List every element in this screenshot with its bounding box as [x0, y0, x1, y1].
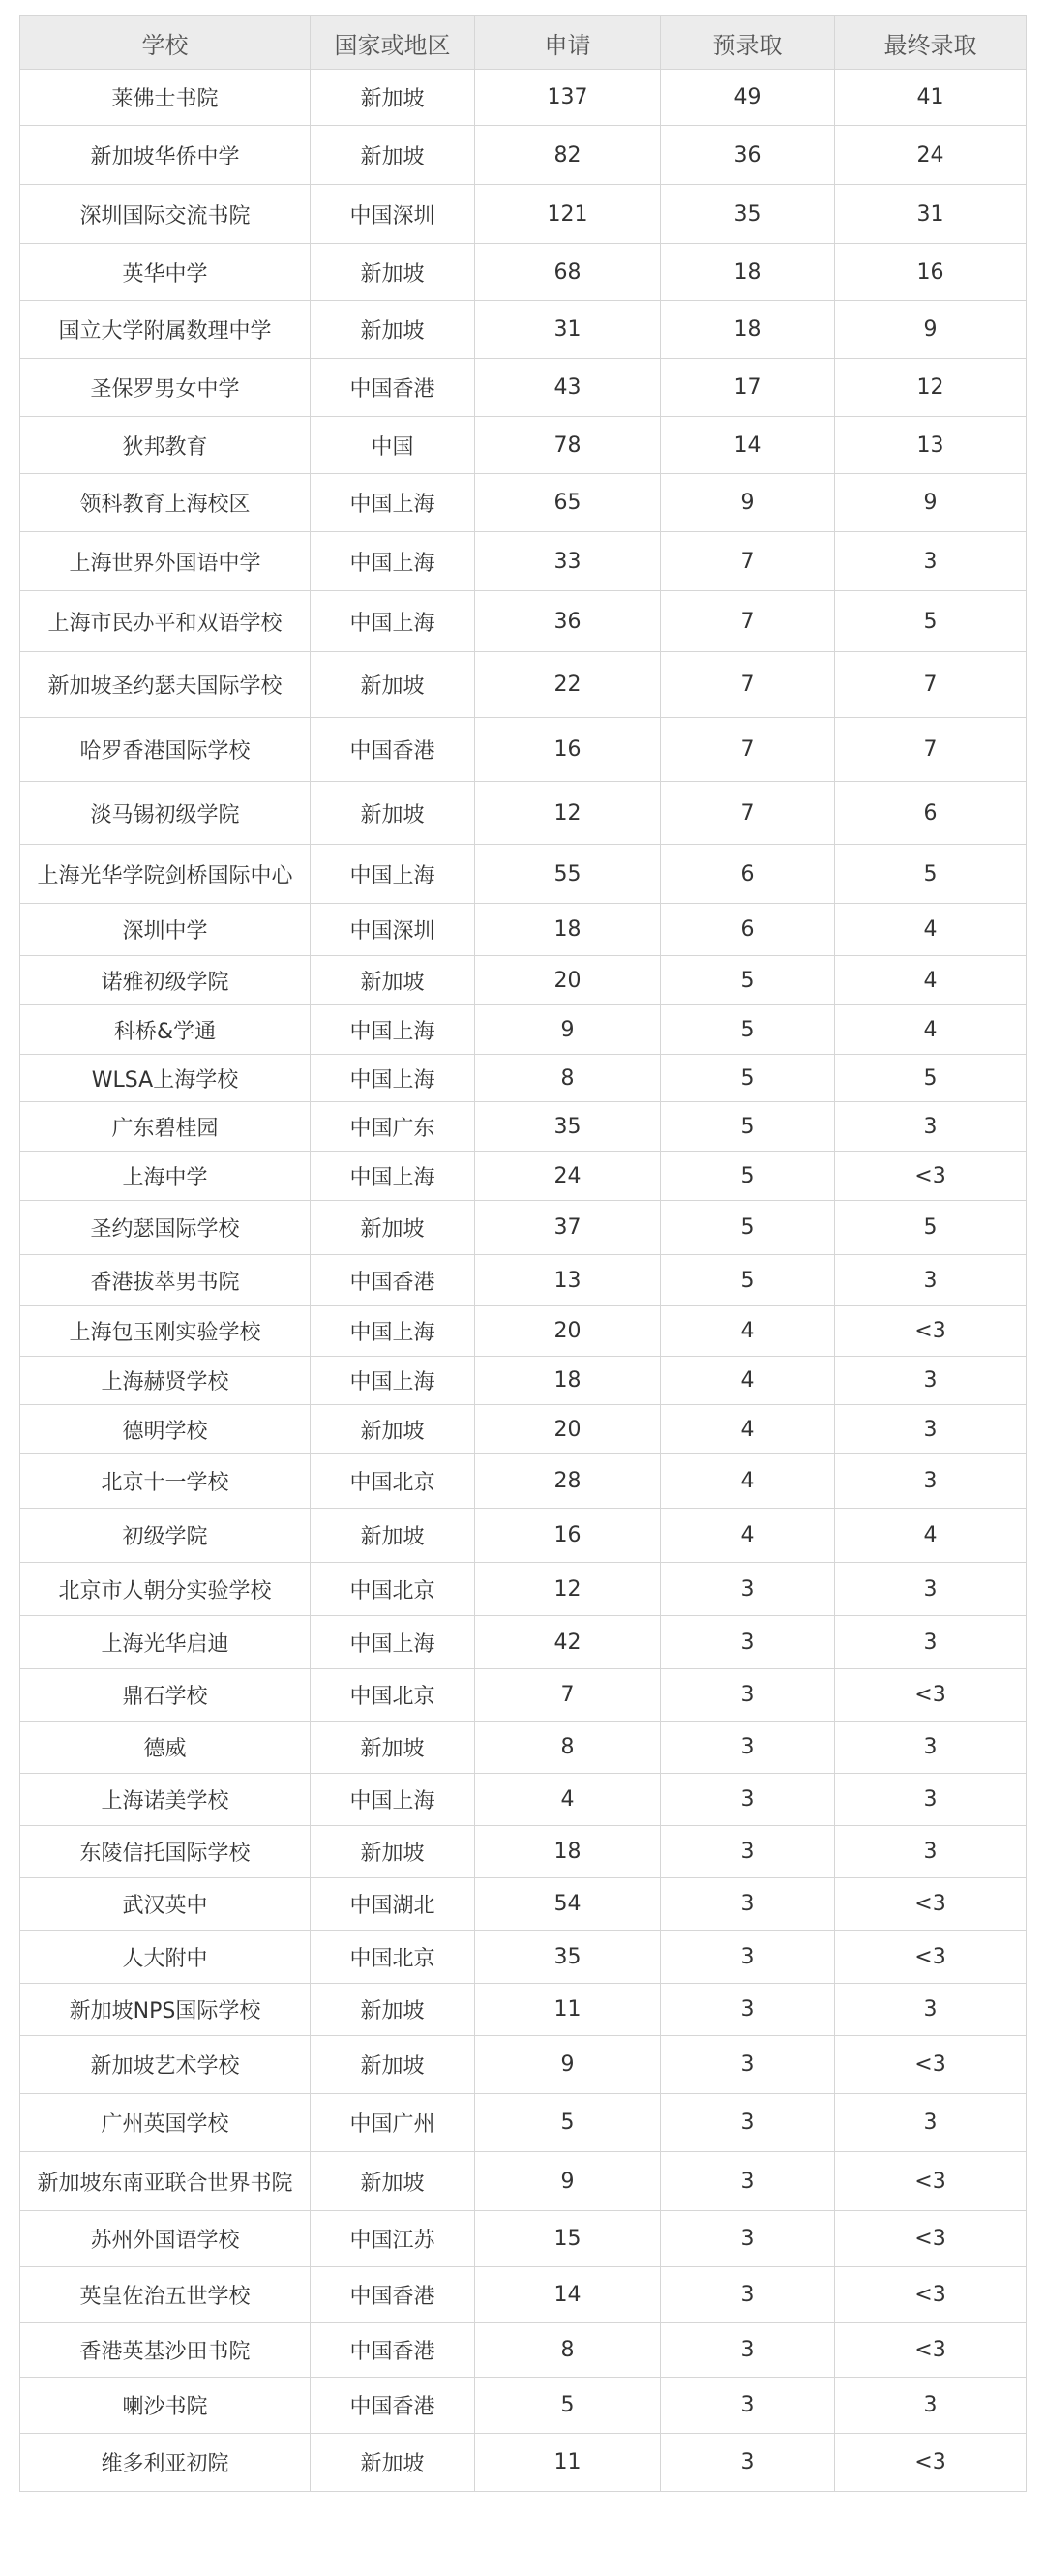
cell-final-admitted: 13 [835, 417, 1027, 474]
cell-pre-admitted: 3 [661, 1563, 835, 1616]
cell-pre-admitted: 3 [661, 1826, 835, 1878]
cell-school: 哈罗香港国际学校 [20, 718, 311, 782]
cell-school: 新加坡圣约瑟夫国际学校 [20, 652, 311, 718]
cell-applied: 12 [475, 782, 661, 845]
cell-final-admitted: 3 [835, 1984, 1027, 2036]
cell-region: 新加坡 [311, 70, 475, 126]
cell-pre-admitted: 4 [661, 1454, 835, 1509]
table-row [20, 301, 1027, 359]
cell-pre-admitted: 3 [661, 2378, 835, 2434]
cell-applied: 14 [475, 2267, 661, 2323]
cell-region: 中国香港 [311, 718, 475, 782]
cell-applied: 20 [475, 1306, 661, 1357]
cell-region: 中国江苏 [311, 2211, 475, 2267]
cell-applied: 13 [475, 1255, 661, 1306]
cell-region: 中国 [311, 417, 475, 474]
cell-school: 圣保罗男女中学 [20, 359, 311, 417]
cell-applied: 18 [475, 1826, 661, 1878]
cell-applied: 54 [475, 1878, 661, 1931]
cell-pre-admitted: 5 [661, 1005, 835, 1055]
cell-applied: 4 [475, 1774, 661, 1826]
cell-region: 新加坡 [311, 2152, 475, 2211]
cell-applied: 36 [475, 591, 661, 652]
cell-applied: 20 [475, 1405, 661, 1454]
cell-region: 中国上海 [311, 1306, 475, 1357]
cell-region: 新加坡 [311, 652, 475, 718]
table-row [20, 1616, 1027, 1669]
cell-applied: 9 [475, 2152, 661, 2211]
cell-pre-admitted: 3 [661, 1931, 835, 1984]
cell-region: 中国广东 [311, 1102, 475, 1152]
cell-pre-admitted: 3 [661, 2267, 835, 2323]
cell-final-admitted: 3 [835, 1774, 1027, 1826]
cell-applied: 12 [475, 1563, 661, 1616]
cell-region: 中国上海 [311, 845, 475, 904]
cell-applied: 7 [475, 1669, 661, 1722]
cell-school: 上海光华学院剑桥国际中心 [20, 845, 311, 904]
cell-final-admitted: <3 [835, 2434, 1027, 2492]
cell-region: 中国上海 [311, 1005, 475, 1055]
table-row [20, 1405, 1027, 1454]
cell-final-admitted: 7 [835, 652, 1027, 718]
cell-pre-admitted: 3 [661, 2094, 835, 2152]
cell-applied: 8 [475, 1055, 661, 1102]
table-row [20, 1255, 1027, 1306]
cell-applied: 28 [475, 1454, 661, 1509]
cell-school: 上海中学 [20, 1152, 311, 1201]
cell-applied: 15 [475, 2211, 661, 2267]
cell-region: 中国北京 [311, 1669, 475, 1722]
header-school: 学校 [20, 16, 311, 70]
cell-school: 淡马锡初级学院 [20, 782, 311, 845]
cell-region: 中国北京 [311, 1563, 475, 1616]
table-row [20, 1826, 1027, 1878]
cell-final-admitted: 3 [835, 1722, 1027, 1774]
cell-region: 中国湖北 [311, 1878, 475, 1931]
cell-school: 英皇佐治五世学校 [20, 2267, 311, 2323]
cell-school: 科桥&学通 [20, 1005, 311, 1055]
cell-final-admitted: 7 [835, 718, 1027, 782]
cell-school: 上海赫贤学校 [20, 1357, 311, 1405]
cell-final-admitted: <3 [835, 2267, 1027, 2323]
cell-school: 国立大学附属数理中学 [20, 301, 311, 359]
cell-final-admitted: 12 [835, 359, 1027, 417]
cell-region: 新加坡 [311, 1405, 475, 1454]
table-row [20, 185, 1027, 244]
table-row [20, 652, 1027, 718]
cell-region: 中国香港 [311, 2378, 475, 2434]
cell-final-admitted: 41 [835, 70, 1027, 126]
cell-final-admitted: 5 [835, 591, 1027, 652]
cell-final-admitted: 9 [835, 474, 1027, 532]
cell-applied: 16 [475, 1509, 661, 1563]
cell-school: 香港英基沙田书院 [20, 2323, 311, 2378]
table-row [20, 1563, 1027, 1616]
cell-applied: 137 [475, 70, 661, 126]
header-region: 国家或地区 [311, 16, 475, 70]
cell-applied: 11 [475, 1984, 661, 2036]
cell-school: 深圳国际交流书院 [20, 185, 311, 244]
cell-school: 北京十一学校 [20, 1454, 311, 1509]
cell-school: 德威 [20, 1722, 311, 1774]
cell-pre-admitted: 9 [661, 474, 835, 532]
cell-applied: 18 [475, 1357, 661, 1405]
cell-final-admitted: 16 [835, 244, 1027, 301]
header-final-admitted: 最终录取 [835, 16, 1027, 70]
table-row [20, 417, 1027, 474]
cell-final-admitted: <3 [835, 1669, 1027, 1722]
cell-school: 北京市人朝分实验学校 [20, 1563, 311, 1616]
cell-region: 新加坡 [311, 1201, 475, 1255]
cell-final-admitted: 4 [835, 1005, 1027, 1055]
cell-school: 诺雅初级学院 [20, 956, 311, 1005]
cell-school: 新加坡华侨中学 [20, 126, 311, 185]
cell-applied: 9 [475, 1005, 661, 1055]
table-row [20, 532, 1027, 591]
table-row [20, 1454, 1027, 1509]
cell-final-admitted: 3 [835, 1255, 1027, 1306]
cell-pre-admitted: 3 [661, 1774, 835, 1826]
cell-pre-admitted: 5 [661, 1255, 835, 1306]
table-row [20, 1774, 1027, 1826]
cell-pre-admitted: 18 [661, 301, 835, 359]
cell-region: 中国上海 [311, 532, 475, 591]
cell-region: 新加坡 [311, 956, 475, 1005]
table-row [20, 591, 1027, 652]
cell-school: 广东碧桂园 [20, 1102, 311, 1152]
cell-school: WLSA上海学校 [20, 1055, 311, 1102]
table-row [20, 956, 1027, 1005]
cell-region: 中国上海 [311, 1055, 475, 1102]
cell-final-admitted: 3 [835, 1357, 1027, 1405]
cell-region: 新加坡 [311, 244, 475, 301]
cell-final-admitted: 5 [835, 1055, 1027, 1102]
cell-applied: 5 [475, 2378, 661, 2434]
cell-pre-admitted: 49 [661, 70, 835, 126]
cell-pre-admitted: 3 [661, 2323, 835, 2378]
cell-final-admitted: 3 [835, 2094, 1027, 2152]
cell-applied: 35 [475, 1931, 661, 1984]
cell-final-admitted: 3 [835, 1454, 1027, 1509]
cell-final-admitted: 3 [835, 1405, 1027, 1454]
cell-pre-admitted: 5 [661, 1102, 835, 1152]
cell-region: 中国上海 [311, 1616, 475, 1669]
cell-region: 中国上海 [311, 1152, 475, 1201]
cell-applied: 33 [475, 532, 661, 591]
cell-final-admitted: 31 [835, 185, 1027, 244]
cell-region: 中国香港 [311, 1255, 475, 1306]
cell-pre-admitted: 17 [661, 359, 835, 417]
cell-pre-admitted: 14 [661, 417, 835, 474]
cell-region: 新加坡 [311, 1826, 475, 1878]
cell-region: 中国上海 [311, 1774, 475, 1826]
table-header [20, 16, 1027, 70]
cell-school: 东陵信托国际学校 [20, 1826, 311, 1878]
cell-region: 新加坡 [311, 2434, 475, 2492]
cell-final-admitted: <3 [835, 2152, 1027, 2211]
table-row [20, 1722, 1027, 1774]
cell-applied: 82 [475, 126, 661, 185]
table-row [20, 1669, 1027, 1722]
cell-school: 上海诺美学校 [20, 1774, 311, 1826]
cell-applied: 65 [475, 474, 661, 532]
table-row [20, 2152, 1027, 2211]
cell-final-admitted: 3 [835, 1102, 1027, 1152]
cell-applied: 16 [475, 718, 661, 782]
cell-pre-admitted: 7 [661, 652, 835, 718]
cell-region: 新加坡 [311, 782, 475, 845]
cell-school: 新加坡NPS国际学校 [20, 1984, 311, 2036]
cell-school: 狄邦教育 [20, 417, 311, 474]
cell-applied: 18 [475, 904, 661, 956]
cell-school: 圣约瑟国际学校 [20, 1201, 311, 1255]
table-row [20, 244, 1027, 301]
cell-applied: 43 [475, 359, 661, 417]
cell-school: 德明学校 [20, 1405, 311, 1454]
cell-school: 上海光华启迪 [20, 1616, 311, 1669]
cell-region: 中国北京 [311, 1454, 475, 1509]
cell-region: 中国北京 [311, 1931, 475, 1984]
table-row [20, 782, 1027, 845]
cell-pre-admitted: 3 [661, 1669, 835, 1722]
table-row [20, 2211, 1027, 2267]
cell-region: 中国上海 [311, 591, 475, 652]
cell-final-admitted: 3 [835, 1826, 1027, 1878]
cell-final-admitted: <3 [835, 2036, 1027, 2094]
cell-pre-admitted: 6 [661, 904, 835, 956]
cell-final-admitted: 4 [835, 1509, 1027, 1563]
cell-region: 中国香港 [311, 359, 475, 417]
cell-pre-admitted: 18 [661, 244, 835, 301]
table-row [20, 2323, 1027, 2378]
cell-applied: 24 [475, 1152, 661, 1201]
table-row [20, 2267, 1027, 2323]
cell-final-admitted: <3 [835, 2323, 1027, 2378]
cell-pre-admitted: 3 [661, 2211, 835, 2267]
cell-school: 维多利亚初院 [20, 2434, 311, 2492]
header-pre-admitted: 预录取 [661, 16, 835, 70]
table-row [20, 474, 1027, 532]
cell-final-admitted: 3 [835, 1616, 1027, 1669]
cell-applied: 22 [475, 652, 661, 718]
table-body [20, 70, 1027, 2492]
table-row [20, 2378, 1027, 2434]
cell-region: 中国上海 [311, 1357, 475, 1405]
cell-pre-admitted: 3 [661, 2036, 835, 2094]
cell-pre-admitted: 7 [661, 718, 835, 782]
cell-final-admitted: <3 [835, 1306, 1027, 1357]
cell-region: 新加坡 [311, 1722, 475, 1774]
cell-final-admitted: 3 [835, 1563, 1027, 1616]
table-row [20, 1878, 1027, 1931]
cell-pre-admitted: 36 [661, 126, 835, 185]
cell-school: 苏州外国语学校 [20, 2211, 311, 2267]
cell-school: 深圳中学 [20, 904, 311, 956]
cell-pre-admitted: 4 [661, 1357, 835, 1405]
cell-final-admitted: <3 [835, 1878, 1027, 1931]
cell-pre-admitted: 7 [661, 532, 835, 591]
cell-applied: 8 [475, 2323, 661, 2378]
cell-pre-admitted: 4 [661, 1306, 835, 1357]
cell-school: 新加坡艺术学校 [20, 2036, 311, 2094]
cell-pre-admitted: 7 [661, 591, 835, 652]
cell-pre-admitted: 4 [661, 1509, 835, 1563]
cell-region: 中国深圳 [311, 904, 475, 956]
cell-pre-admitted: 5 [661, 1055, 835, 1102]
cell-applied: 11 [475, 2434, 661, 2492]
cell-applied: 42 [475, 1616, 661, 1669]
cell-school: 鼎石学校 [20, 1669, 311, 1722]
cell-pre-admitted: 5 [661, 1201, 835, 1255]
cell-school: 新加坡东南亚联合世界书院 [20, 2152, 311, 2211]
cell-school: 人大附中 [20, 1931, 311, 1984]
cell-pre-admitted: 35 [661, 185, 835, 244]
table-row [20, 1357, 1027, 1405]
cell-school: 喇沙书院 [20, 2378, 311, 2434]
table-row [20, 718, 1027, 782]
cell-applied: 31 [475, 301, 661, 359]
table-row [20, 1201, 1027, 1255]
cell-school: 武汉英中 [20, 1878, 311, 1931]
cell-pre-admitted: 3 [661, 1878, 835, 1931]
cell-school: 莱佛士书院 [20, 70, 311, 126]
cell-region: 中国香港 [311, 2323, 475, 2378]
cell-region: 新加坡 [311, 301, 475, 359]
cell-region: 中国深圳 [311, 185, 475, 244]
cell-final-admitted: 3 [835, 2378, 1027, 2434]
table-row [20, 2434, 1027, 2492]
cell-applied: 5 [475, 2094, 661, 2152]
cell-school: 英华中学 [20, 244, 311, 301]
cell-final-admitted: 24 [835, 126, 1027, 185]
table-row [20, 126, 1027, 185]
table-row [20, 2036, 1027, 2094]
cell-final-admitted: 3 [835, 532, 1027, 591]
cell-region: 新加坡 [311, 2036, 475, 2094]
table-row [20, 1055, 1027, 1102]
cell-school: 上海市民办平和双语学校 [20, 591, 311, 652]
cell-applied: 78 [475, 417, 661, 474]
cell-applied: 37 [475, 1201, 661, 1255]
table-row [20, 1102, 1027, 1152]
cell-school: 香港拔萃男书院 [20, 1255, 311, 1306]
cell-applied: 55 [475, 845, 661, 904]
cell-region: 中国上海 [311, 474, 475, 532]
cell-final-admitted: 5 [835, 1201, 1027, 1255]
table-row [20, 1984, 1027, 2036]
cell-applied: 8 [475, 1722, 661, 1774]
cell-region: 新加坡 [311, 1984, 475, 2036]
cell-pre-admitted: 3 [661, 2152, 835, 2211]
cell-pre-admitted: 4 [661, 1405, 835, 1454]
cell-applied: 9 [475, 2036, 661, 2094]
admissions-table-container [19, 15, 1026, 2492]
cell-school: 上海世界外国语中学 [20, 532, 311, 591]
cell-school: 广州英国学校 [20, 2094, 311, 2152]
table-row [20, 1306, 1027, 1357]
cell-final-admitted: <3 [835, 1152, 1027, 1201]
cell-region: 中国广州 [311, 2094, 475, 2152]
table-row [20, 1152, 1027, 1201]
cell-final-admitted: 9 [835, 301, 1027, 359]
cell-region: 新加坡 [311, 126, 475, 185]
cell-school: 领科教育上海校区 [20, 474, 311, 532]
cell-pre-admitted: 3 [661, 1616, 835, 1669]
cell-final-admitted: 4 [835, 904, 1027, 956]
cell-final-admitted: <3 [835, 1931, 1027, 1984]
header-row [20, 16, 1027, 70]
table-row [20, 845, 1027, 904]
cell-applied: 121 [475, 185, 661, 244]
cell-applied: 35 [475, 1102, 661, 1152]
cell-school: 初级学院 [20, 1509, 311, 1563]
cell-applied: 68 [475, 244, 661, 301]
cell-final-admitted: 4 [835, 956, 1027, 1005]
table-row [20, 2094, 1027, 2152]
cell-pre-admitted: 5 [661, 1152, 835, 1201]
cell-pre-admitted: 3 [661, 1984, 835, 2036]
cell-school: 上海包玉刚实验学校 [20, 1306, 311, 1357]
table-row [20, 70, 1027, 126]
cell-region: 新加坡 [311, 1509, 475, 1563]
header-applied: 申请 [475, 16, 661, 70]
admissions-table [19, 15, 1027, 2492]
cell-final-admitted: <3 [835, 2211, 1027, 2267]
table-row [20, 1931, 1027, 1984]
table-row [20, 904, 1027, 956]
cell-final-admitted: 6 [835, 782, 1027, 845]
cell-final-admitted: 5 [835, 845, 1027, 904]
table-row [20, 1005, 1027, 1055]
cell-pre-admitted: 6 [661, 845, 835, 904]
cell-pre-admitted: 7 [661, 782, 835, 845]
table-row [20, 1509, 1027, 1563]
cell-applied: 20 [475, 956, 661, 1005]
cell-region: 中国香港 [311, 2267, 475, 2323]
cell-pre-admitted: 3 [661, 1722, 835, 1774]
table-row [20, 359, 1027, 417]
cell-pre-admitted: 5 [661, 956, 835, 1005]
cell-pre-admitted: 3 [661, 2434, 835, 2492]
